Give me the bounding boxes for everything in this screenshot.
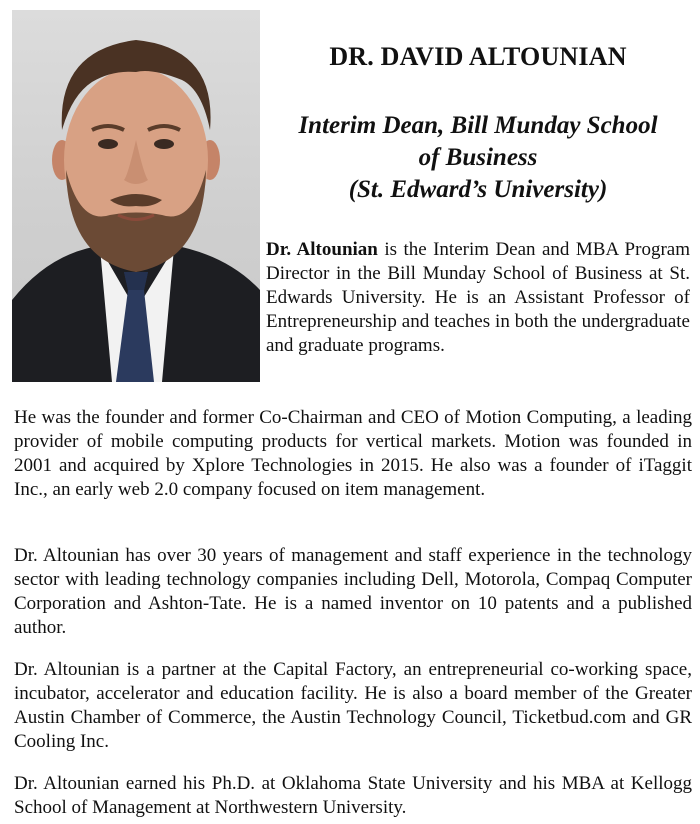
bio-paragraph: He was the founder and former Co-Chairman and CEO of Motion Computing, a leading provider of mobile computing products for vertical markets. Motion was founded in 2001 and acquired by Xplore Technologies in 2015. He also was a founder of iTaggit Inc., an early web 2.0 company focused on item management. xyxy=(14,407,692,500)
intro-paragraph xyxy=(266,238,690,358)
bio-paragraph: Dr. Altounian is a partner at the Capital Factory, an entrepreneurial co-working space, incubator, accelerator and education facility. He is also a board member of the Greater Austin Chamber of Commerce, the Austin Technology Council, Ticketbud.com and GR Cooling Inc. xyxy=(14,659,692,752)
portrait-photo xyxy=(12,10,260,382)
person-name: DR. DAVID ALTOUNIAN xyxy=(329,42,627,71)
bio-paragraph: Dr. Altounian earned his Ph.D. at Oklahoma State University and his MBA at Kellogg School of Management at Northwestern University. xyxy=(14,773,692,818)
title-line: (St. Edward’s University) xyxy=(348,176,608,203)
intro-text: is the Interim Dean and MBA Program Director in the Bill Munday School of Business at St. Edwards University. He is an Assistant Professor of Entrepreneurship and teaches in both the undergraduate and graduate programs. xyxy=(266,239,690,356)
intro-name: Dr. Altounian xyxy=(266,239,378,260)
bio-paragraph: Dr. Altounian has over 30 years of management and staff experience in the technology sector with leading technology companies including Dell, Motorola, Compaq Computer Corporation and Ashton-Tate. He is a named inventor on 10 patents and a published author. xyxy=(14,545,692,638)
portrait-illustration xyxy=(12,10,260,382)
person-title xyxy=(268,110,688,206)
title-line: of Business xyxy=(418,144,538,171)
title-line: Interim Dean, Bill Munday School xyxy=(298,112,658,139)
